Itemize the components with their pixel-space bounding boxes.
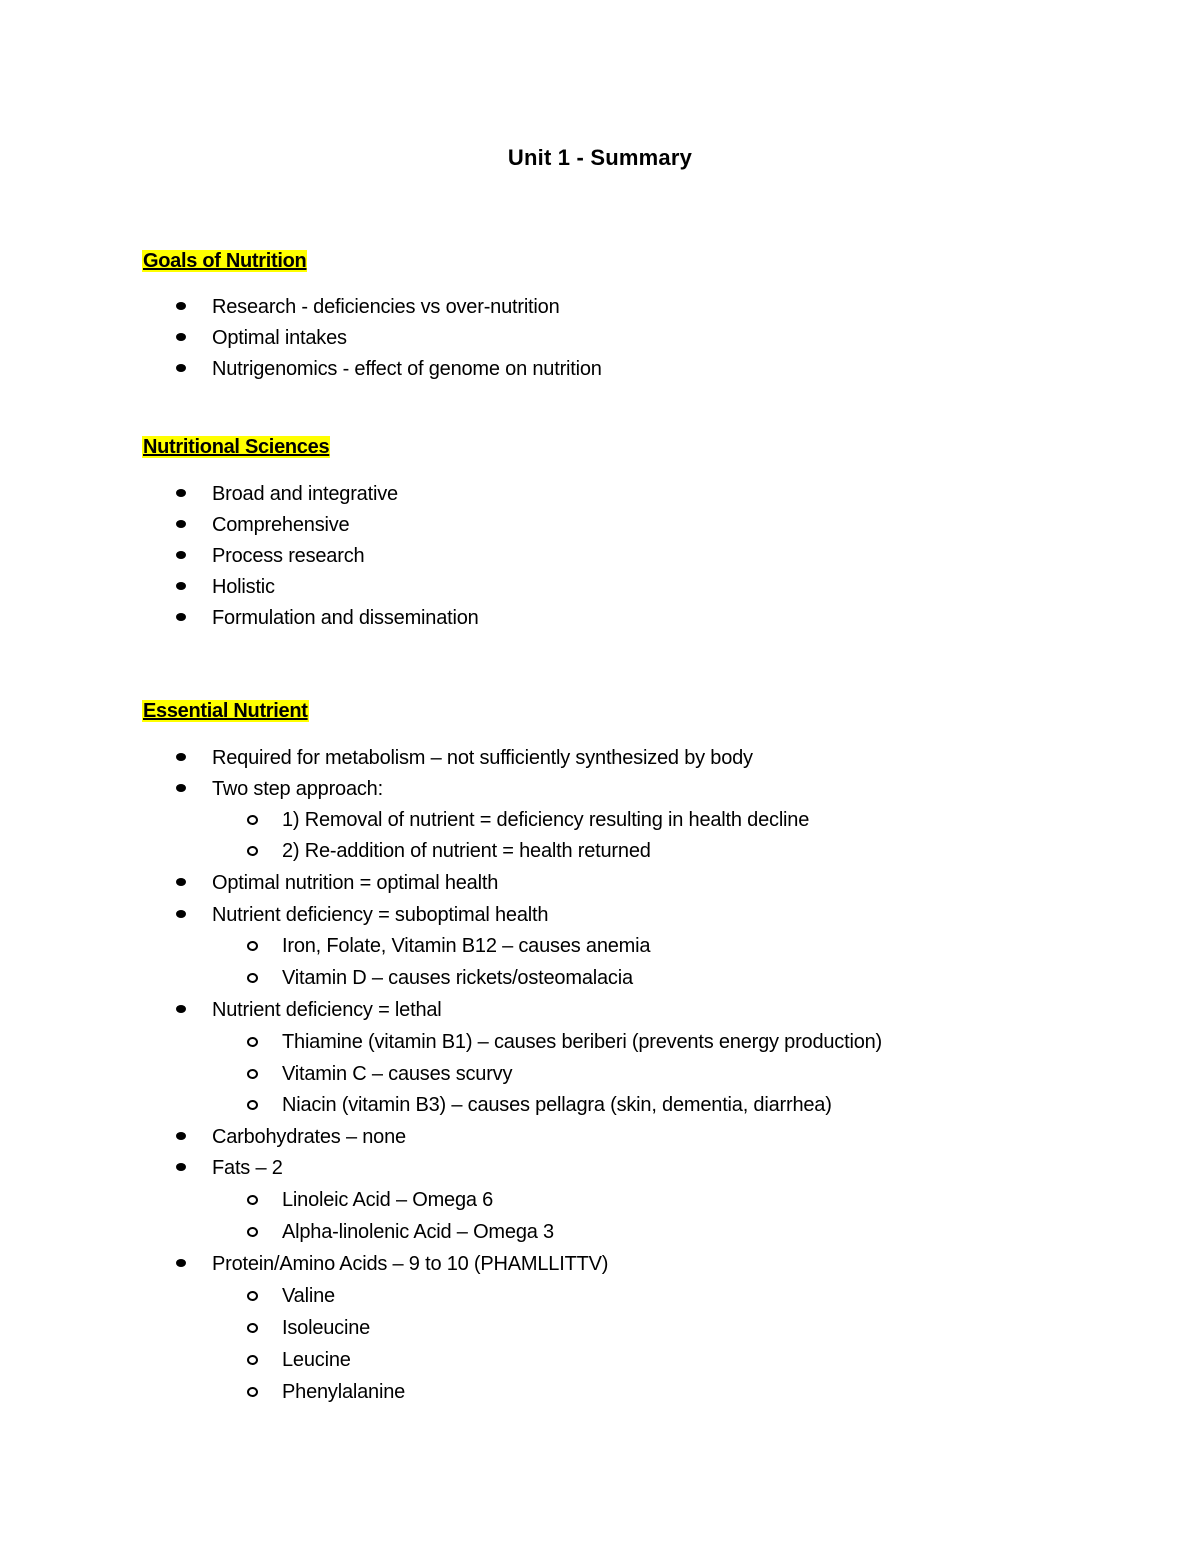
- sub-list-item: Leucine: [282, 1349, 351, 1371]
- list-item: Formulation and dissemination: [212, 607, 479, 629]
- bullet-icon: [176, 1005, 186, 1013]
- section-heading-nutritional-sciences: Nutritional Sciences: [143, 436, 330, 458]
- bullet-icon: [176, 1163, 186, 1171]
- list-item: Nutrigenomics - effect of genome on nutrition: [212, 358, 602, 380]
- bullet-icon: [176, 784, 186, 792]
- hollow-bullet-icon: [247, 973, 258, 983]
- hollow-bullet-icon: [247, 1195, 258, 1205]
- list-item: Research - deficiencies vs over-nutrition: [212, 296, 560, 318]
- hollow-bullet-icon: [247, 1227, 258, 1237]
- hollow-bullet-icon: [247, 1037, 258, 1047]
- list-item: Required for metabolism – not sufficiently synthesized by body: [212, 747, 753, 769]
- hollow-bullet-icon: [247, 815, 258, 825]
- sub-list-item: Vitamin C – causes scurvy: [282, 1063, 513, 1085]
- hollow-bullet-icon: [247, 1355, 258, 1365]
- list-item: Protein/Amino Acids – 9 to 10 (PHAMLLITTV): [212, 1253, 609, 1275]
- list-item: Optimal nutrition = optimal health: [212, 872, 499, 894]
- sub-list-item: 1) Removal of nutrient = deficiency resulting in health decline: [282, 809, 810, 831]
- list-item: Nutrient deficiency = lethal: [212, 999, 442, 1021]
- hollow-bullet-icon: [247, 846, 258, 856]
- list-item: Holistic: [212, 576, 275, 598]
- bullet-icon: [176, 333, 186, 341]
- sub-list-item: Alpha-linolenic Acid – Omega 3: [282, 1221, 554, 1243]
- bullet-icon: [176, 910, 186, 918]
- list-item: Comprehensive: [212, 514, 350, 536]
- list-item: Carbohydrates – none: [212, 1126, 406, 1148]
- sub-list-item: Iron, Folate, Vitamin B12 – causes anemia: [282, 935, 651, 957]
- bullet-icon: [176, 582, 186, 590]
- sub-list-item: Isoleucine: [282, 1317, 371, 1339]
- bullet-icon: [176, 1132, 186, 1140]
- hollow-bullet-icon: [247, 1291, 258, 1301]
- bullet-icon: [176, 302, 186, 310]
- list-item: Two step approach:: [212, 778, 383, 800]
- hollow-bullet-icon: [247, 1323, 258, 1333]
- bullet-icon: [176, 520, 186, 528]
- sub-list-item: Thiamine (vitamin B1) – causes beriberi (prevents energy production): [282, 1031, 883, 1053]
- bullet-icon: [176, 364, 186, 372]
- bullet-icon: [176, 1259, 186, 1267]
- list-item: Optimal intakes: [212, 327, 347, 349]
- page-title: Unit 1 - Summary: [507, 145, 693, 170]
- hollow-bullet-icon: [247, 1069, 258, 1079]
- hollow-bullet-icon: [247, 1100, 258, 1110]
- list-item: Nutrient deficiency = suboptimal health: [212, 904, 549, 926]
- sub-list-item: Linoleic Acid – Omega 6: [282, 1189, 494, 1211]
- bullet-icon: [176, 753, 186, 761]
- list-item: Broad and integrative: [212, 483, 398, 505]
- sub-list-item: Vitamin D – causes rickets/osteomalacia: [282, 967, 633, 989]
- hollow-bullet-icon: [247, 1387, 258, 1397]
- list-item: Fats – 2: [212, 1157, 283, 1179]
- bullet-icon: [176, 551, 186, 559]
- sub-list-item: 2) Re-addition of nutrient = health returned: [282, 840, 651, 862]
- bullet-icon: [176, 613, 186, 621]
- list-item: Process research: [212, 545, 365, 567]
- sub-list-item: Niacin (vitamin B3) – causes pellagra (skin, dementia, diarrhea): [282, 1094, 832, 1116]
- bullet-icon: [176, 489, 186, 497]
- section-heading-essential-nutrient: Essential Nutrient: [143, 700, 308, 722]
- section-heading-goals-of-nutrition: Goals of Nutrition: [143, 250, 307, 272]
- sub-list-item: Phenylalanine: [282, 1381, 406, 1403]
- hollow-bullet-icon: [247, 941, 258, 951]
- bullet-icon: [176, 878, 186, 886]
- sub-list-item: Valine: [282, 1285, 335, 1307]
